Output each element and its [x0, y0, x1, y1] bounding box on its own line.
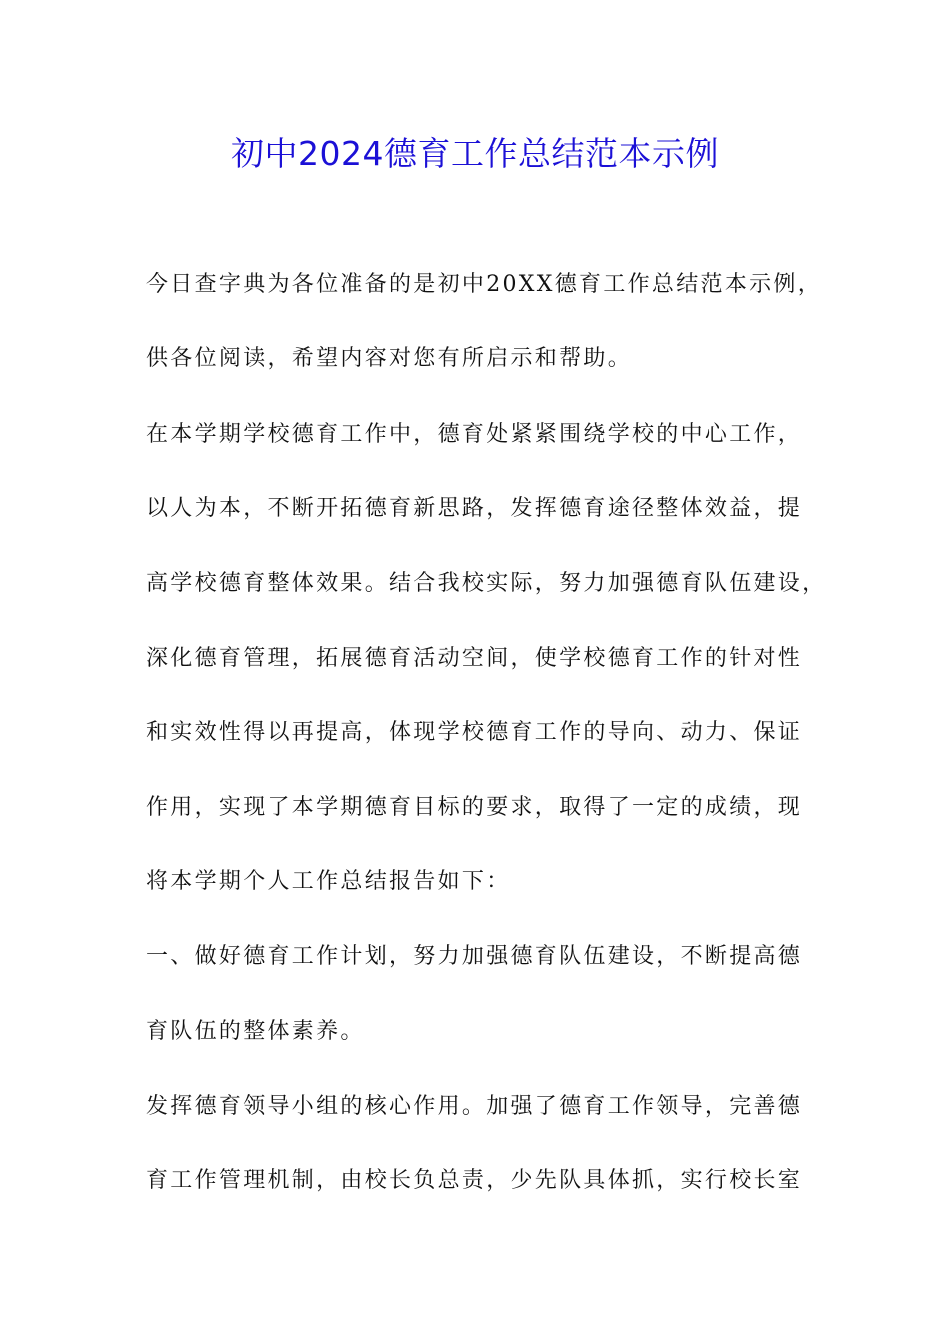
body-line: 育工作管理机制，由校长负总责，少先队具体抓，实行校长室: [146, 1168, 803, 1193]
body-line: 以人为本，不断开拓德育新思路，发挥德育途径整体效益，提: [146, 496, 803, 521]
body-line: 深化德育管理，拓展德育活动空间，使学校德育工作的针对性: [146, 646, 803, 671]
section-heading: 育队伍的整体素养。: [146, 1019, 365, 1044]
document-title: 初中2024德育工作总结范本示例: [231, 134, 719, 173]
body-line: 发挥德育领导小组的核心作用。加强了德育工作领导，完善德: [146, 1094, 803, 1119]
body-line: 作用，实现了本学期德育目标的要求，取得了一定的成绩，现: [146, 795, 803, 820]
body-line: 将本学期个人工作总结报告如下：: [146, 869, 511, 894]
body-line: 和实效性得以再提高，体现学校德育工作的导向、动力、保证: [146, 720, 803, 745]
body-line: 供各位阅读，希望内容对您有所启示和帮助。: [146, 346, 633, 371]
body-line: 高学校德育整体效果。结合我校实际，努力加强德育队伍建设，: [146, 571, 827, 596]
section-heading: 一、做好德育工作计划，努力加强德育队伍建设，不断提高德: [146, 944, 803, 969]
body-line: 在本学期学校德育工作中，德育处紧紧围绕学校的中心工作，: [146, 422, 803, 447]
body-line: 今日查字典为各位准备的是初中20XX德育工作总结范本示例，: [146, 272, 823, 297]
